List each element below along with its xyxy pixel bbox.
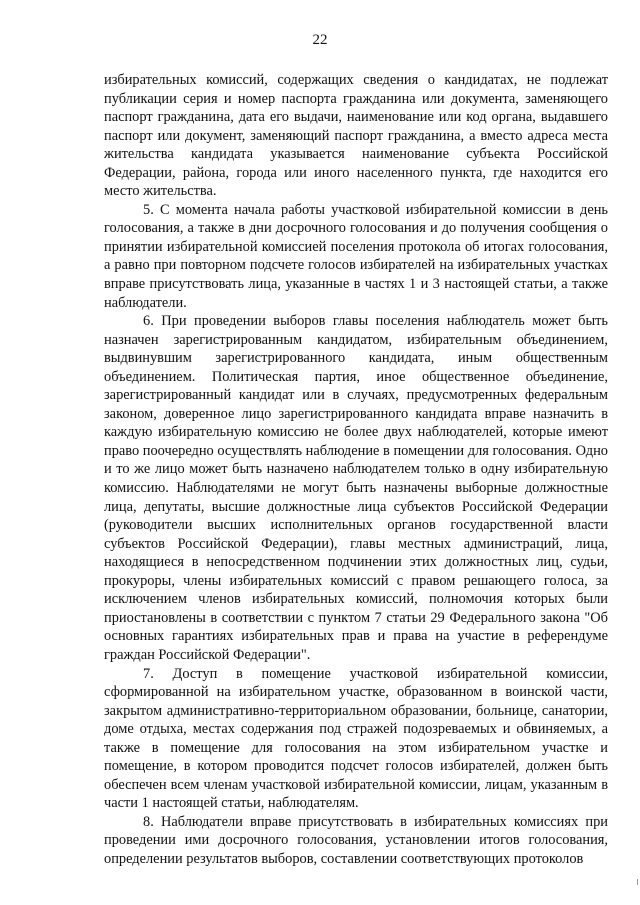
paragraph-item-7: 7. Доступ в помещение участковой избирательной комиссии, сформированной на избирательном участке, образованном в воинской части, закрытом административно-территориальном образовании, больнице, санатории, доме отдыха, местах содержания под стражей подозреваемых и обвиняемых, а также в помещение для голосования на этом избирательном участке и помещение, в котором проводится подсчет голосов избирателей, должен быть обеспечен всем членам участковой избирательной комиссии, лицам, указанным в части 1 настоящей статьи, наблюдателям.	[104, 665, 608, 812]
paragraph-item-5: 5. С момента начала работы участковой избирательной комиссии в день голосования, а также в дни досрочного голосования и до получения сообщения о принятии избирательной комиссией поселения протокола об итогах голосования, а равно при повторном подсчете голосов избирателей на избирательных участках вправе присутствовать лица, указанные в частях 1 и 3 настоящей статьи, а также наблюдатели.	[104, 201, 608, 311]
paragraph-continuation: избирательных комиссий, содержащих сведения о кандидатах, не подлежат публикации серия и номер паспорта гражданина или документа, заменяющего паспорт гражданина, дата его выдачи, наименование или код органа, выдавшего паспорт или документ, заменяющий паспорт гражданина, а вместо адреса места жительства кандидата указывается наименование субъекта Российской Федерации, района, города или иного населенного пункта, где находится его место жительства.	[104, 72, 608, 200]
paragraph-item-8: 8. Наблюдатели вправе присутствовать в избирательных комиссиях при проведении ими досрочного голосования, установлении итогов голосования, определении результатов выборов, составлении соответствующих протоколов	[104, 813, 608, 867]
scan-edge-mark	[637, 879, 638, 885]
document-body	[104, 71, 608, 869]
paragraph-item-6: 6. При проведении выборов главы поселения наблюдатель может быть назначен зарегистрированным кандидатом, избирательным объединением, выдвинувшим зарегистрированного кандидата, иным общественным объединением. Политическая партия, иное общественное объединение, зарегистрированный кандидат или в случаях, предусмотренных федеральным законом, доверенное лицо зарегистрированного кандидата вправе назначить в каждую избирательную комиссию не более двух наблюдателей, которые имеют право поочередно осуществлять наблюдение в помещении для голосования. Одно и то же лицо может быть назначено наблюдателем только в одну избирательную комиссию. Наблюдателями не могут быть назначены выборные должностные лица, депутаты, высшие должностные лица субъектов Российской Федерации (руководители высших исполнительных органов государственной власти субъектов Российской Федерации), главы местных администраций, лица, находящиеся в непосредственном подчинении этих должностных лиц, судьи, прокуроры, члены избирательных комиссий с правом решающего голоса, за исключением членов избирательных комиссий, полномочия которых были приостановлены в соответствии с пунктом 7 статьи 29 Федерального закона "Об основных гарантиях избирательных прав и права на участие в референдуме граждан Российской Федерации".	[104, 313, 608, 663]
page-number: 22	[312, 32, 328, 48]
